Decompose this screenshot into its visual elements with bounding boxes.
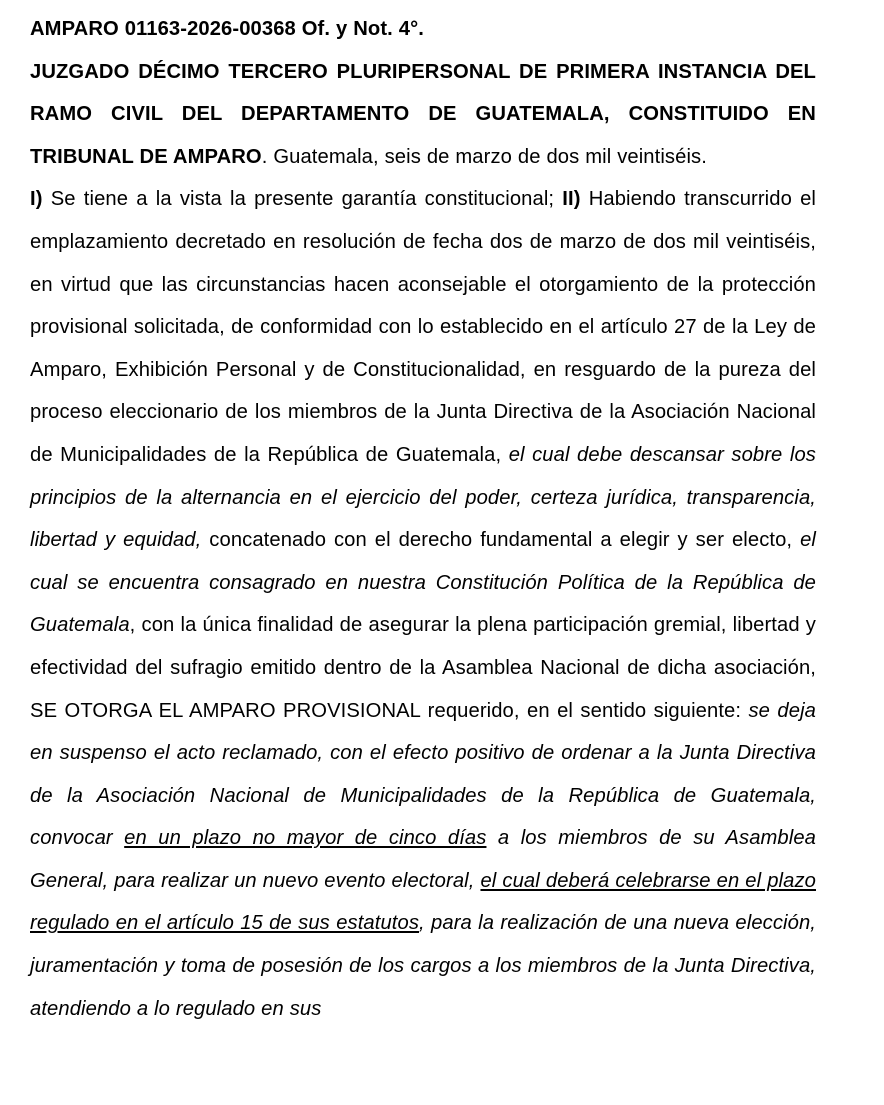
- resolution-body-paragraph: [30, 178, 816, 1030]
- case-number-line: [30, 8, 816, 51]
- italic-phrase-realizacion-eleccion: , para la realización de una nueva elección, juramentación y toma de posesión de los cargos a los miembros de la Junta Directiva, atendiendo a lo regulado en sus: [30, 912, 816, 1020]
- place-and-date-text: . Guatemala, seis de marzo de dos mil veintiséis.: [261, 145, 707, 168]
- italic-phrase-constitucion: el cual se encuentra consagrado en nuestra Constitución Política de la República de Guatemala: [30, 529, 817, 637]
- underlined-phrase-articulo-15-estatutos: el cual deberá celebrarse en el plazo regulado en el artículo 15 de sus estatutos: [30, 869, 816, 935]
- italic-phrase-principios: el cual debe descansar sobre los principios de la alternancia en el ejercicio del poder, certeza jurídica, transparencia, libertad y equidad,: [30, 443, 816, 552]
- italic-phrase-se-deja-en-suspenso: se deja en suspenso el acto reclamado, con el efecto positivo de ordenar a la Junta Directiva de la Asociación Nacional de Municipalidades de la República de Guatemala, convocar: [30, 699, 816, 850]
- document-body: [30, 8, 816, 1030]
- roman-phrase-concatenado: concatenado con el derecho fundamental a elegir y ser electo,: [201, 529, 801, 552]
- item-1-marker: I): [30, 188, 43, 211]
- item-2-marker: II): [562, 188, 581, 211]
- underlined-phrase-plazo-cinco-dias: en un plazo no mayor de cinco días: [124, 827, 487, 850]
- court-heading-paragraph: [30, 51, 816, 179]
- italic-phrase-asamblea-general: a los miembros de su Asamblea General, para realizar un nuevo evento electoral,: [30, 827, 817, 892]
- court-heading-text: JUZGADO DÉCIMO TERCERO PLURIPERSONAL DE PRIMERA INSTANCIA DEL RAMO CIVIL DEL DEPARTAMENTO DE GUATEMALA, CONSTITUIDO EN TRIBUNAL DE AMPARO: [30, 60, 816, 168]
- roman-phrase-otorga-amparo: , con la única finalidad de asegurar la plena participación gremial, libertad y efectividad del sufragio emitido dentro de la Asamblea Nacional de dicha asociación, SE OTORGA EL AMPARO PROVISIONAL requerido, en el sentido siguiente:: [30, 614, 816, 722]
- case-number-text: AMPARO 01163-2026-00368 Of. y Not. 4°.: [30, 18, 424, 40]
- item-2-text-part-1: Habiendo transcurrido el emplazamiento decretado en resolución de fecha dos de marzo de dos mil veintiséis, en virtud que las circunstancias hacen aconsejable el otorgamiento de la protección provisional solicitada, de conformidad con lo establecido en el artículo 27 de la Ley de Amparo, Exhibición Personal y de Constitucionalidad, en resguardo de la pureza del proceso eleccionario de los miembros de la Junta Directiva de la Asociación Nacional de Municipalidades de la República de Guatemala,: [30, 188, 816, 466]
- item-1-text: Se tiene a la vista la presente garantía constitucional;: [42, 188, 563, 211]
